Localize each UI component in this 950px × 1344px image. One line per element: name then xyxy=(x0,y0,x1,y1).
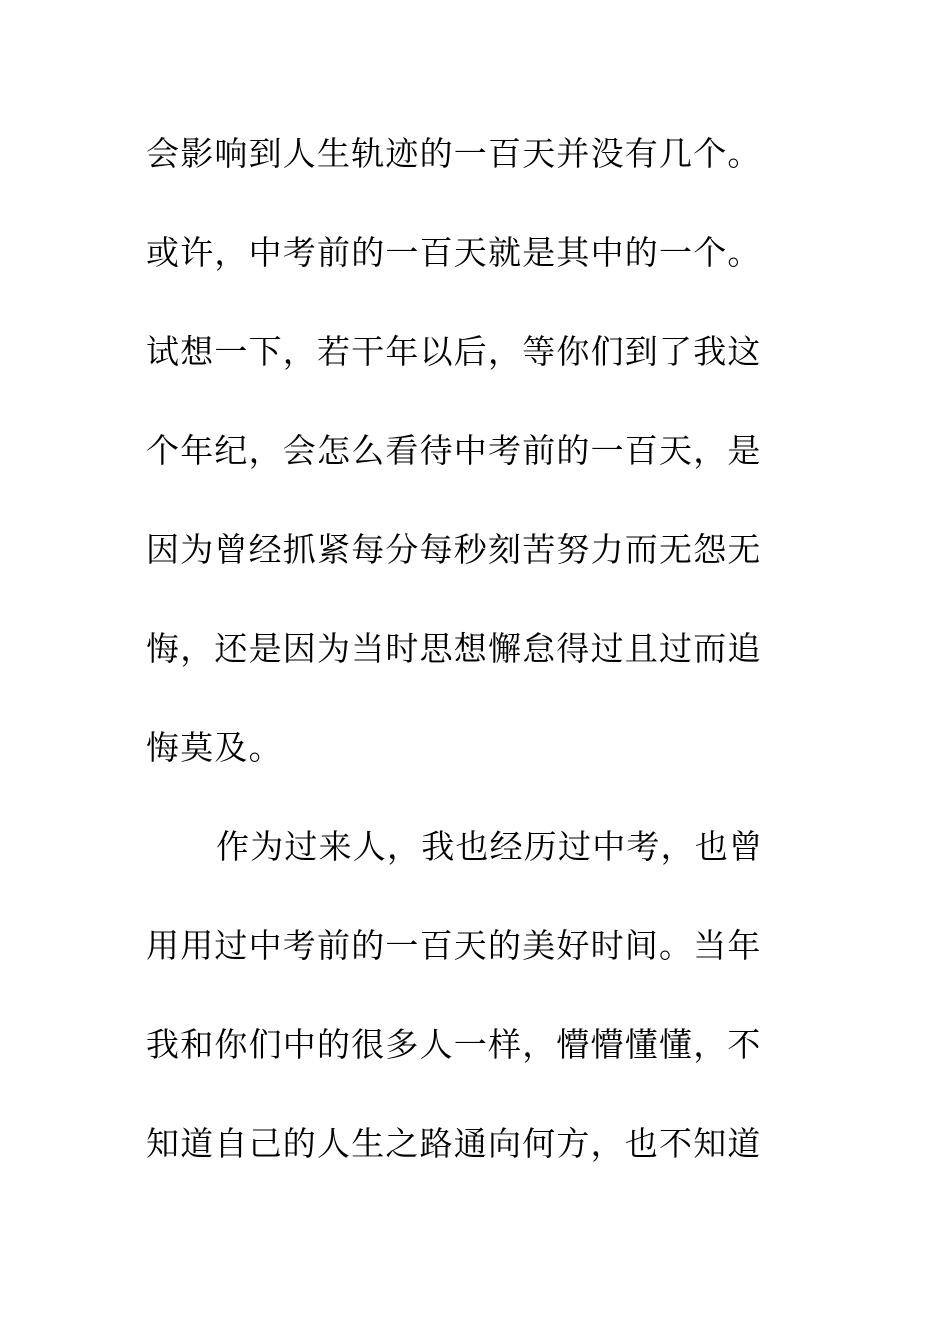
text-line-1: 会影响到人生轨迹的一百天并没有几个。 xyxy=(146,134,762,173)
text-line-10: 我和你们中的很多人一样，懵懵懂懂，不 xyxy=(146,1025,762,1064)
text-line-5: 因为曾经抓紧每分每秒刻苦努力而无怨无 xyxy=(146,530,762,569)
body-text xyxy=(146,124,786,1213)
text-line-6: 悔，还是因为当时思想懈怠得过且过而追 xyxy=(146,629,762,668)
text-line-4: 个年纪，会怎么看待中考前的一百天，是 xyxy=(146,431,762,470)
text-line-11: 知道自己的人生之路通向何方，也不知道 xyxy=(146,1124,762,1163)
text-line-8-paragraph-start: 作为过来人，我也经历过中考，也曾 xyxy=(216,827,764,866)
text-line-2: 或许，中考前的一百天就是其中的一个。 xyxy=(146,233,762,272)
text-line-9: 用用过中考前的一百天的美好时间。当年 xyxy=(146,926,762,965)
text-line-3: 试想一下，若干年以后，等你们到了我这 xyxy=(146,332,762,371)
text-line-7: 悔莫及。 xyxy=(146,728,283,767)
